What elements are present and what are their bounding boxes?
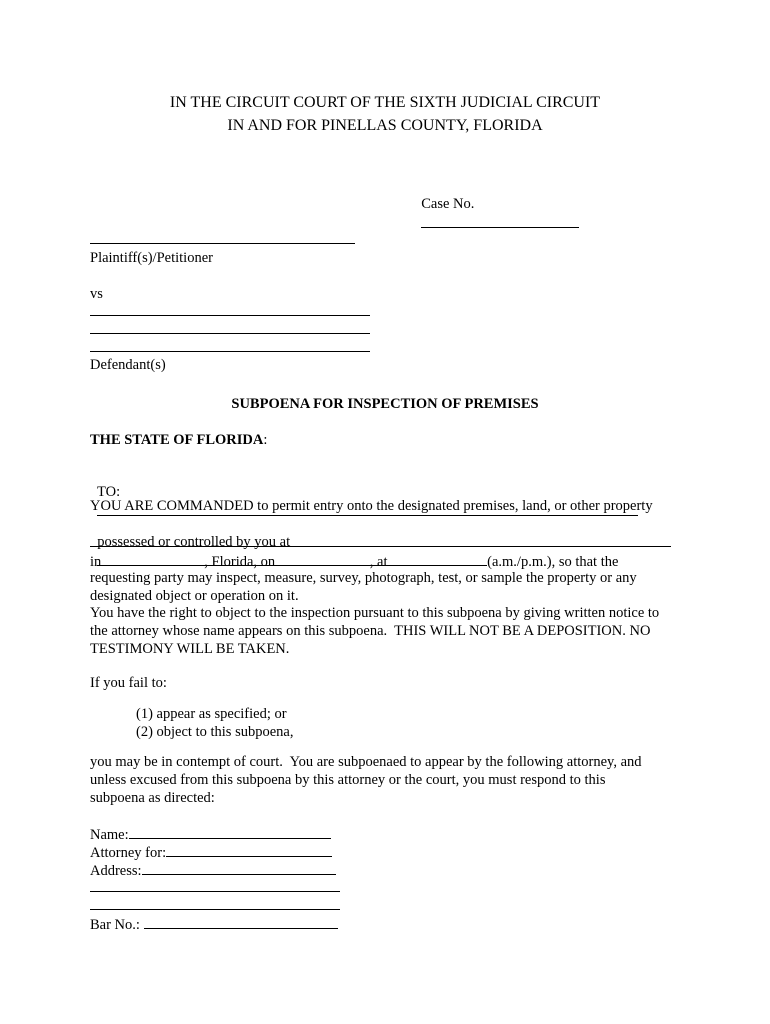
document-title: SUBPOENA FOR INSPECTION OF PREMISES bbox=[231, 396, 539, 412]
attorney-name-blank[interactable] bbox=[129, 824, 331, 839]
case-no-blank[interactable] bbox=[421, 213, 579, 228]
attorney-for-label: Attorney for: bbox=[90, 845, 167, 861]
if-fail-label: If you fail to: bbox=[90, 675, 167, 691]
attorney-address-label: Address: bbox=[90, 863, 142, 879]
court-name-line-1: IN THE CIRCUIT COURT OF THE SIXTH JUDICIAL CIRCUIT bbox=[169, 94, 601, 111]
condition-2: (2) object to this subpoena, bbox=[136, 724, 294, 740]
attorney-name-label: Name: bbox=[90, 827, 129, 843]
to-label: TO: bbox=[97, 484, 121, 500]
attorney-address-field[interactable] bbox=[90, 860, 336, 880]
defendant-blank-2[interactable] bbox=[90, 333, 370, 334]
attorney-for-field[interactable] bbox=[90, 842, 332, 862]
contempt-line-1: you may be in contempt of court. You are subpoenaed to appear by the following attorney, and bbox=[90, 754, 642, 770]
bar-no-label: Bar No.: bbox=[90, 917, 140, 933]
in-label: in bbox=[90, 554, 102, 570]
florida-on-label: , Florida, on bbox=[204, 554, 276, 570]
bar-no-field[interactable] bbox=[90, 914, 338, 934]
condition-1: (1) appear as specified; or bbox=[136, 706, 287, 722]
command-line-1: YOU ARE COMMANDED to permit entry onto the designated premises, land, or other property bbox=[90, 498, 653, 514]
bar-no-blank[interactable] bbox=[144, 914, 338, 929]
command-line-5: designated object or operation on it. bbox=[90, 588, 299, 604]
defendant-label: Defendant(s) bbox=[90, 357, 166, 373]
state-label: THE STATE OF FLORIDA bbox=[90, 432, 264, 448]
object-notice-line-3: TESTIMONY WILL BE TAKEN. bbox=[90, 641, 290, 657]
ampm-label: (a.m./p.m.), so that the bbox=[487, 554, 619, 570]
attorney-name-field[interactable] bbox=[90, 824, 331, 844]
contempt-line-2: unless excused from this subpoena by this attorney or the court, you must respond to this bbox=[90, 772, 606, 788]
object-notice-line-2: the attorney whose name appears on this subpoena. THIS WILL NOT BE A DEPOSITION. NO bbox=[90, 623, 651, 639]
attorney-address-blank[interactable] bbox=[142, 860, 336, 875]
defendant-blank-1[interactable] bbox=[90, 315, 370, 316]
object-notice-line-1: You have the right to object to the inspection pursuant to this subpoena by giving written notice to bbox=[90, 605, 660, 621]
state-of-florida-line bbox=[90, 431, 267, 449]
attorney-address-blank-2[interactable] bbox=[90, 891, 340, 892]
court-name-line-2: IN AND FOR PINELLAS COUNTY, FLORIDA bbox=[227, 117, 543, 134]
command-line-3 bbox=[90, 551, 618, 571]
case-no-field[interactable] bbox=[414, 177, 579, 233]
county-blank[interactable] bbox=[101, 551, 204, 566]
case-no-label: Case No. bbox=[421, 196, 475, 212]
contempt-line-3: subpoena as directed: bbox=[90, 790, 215, 806]
time-blank[interactable] bbox=[391, 551, 487, 566]
state-colon: : bbox=[263, 432, 268, 448]
at-label: , at bbox=[369, 554, 388, 570]
attorney-address-blank-3[interactable] bbox=[90, 909, 340, 910]
command-line-2-text: possessed or controlled by you at bbox=[97, 534, 291, 550]
vs-label: vs bbox=[90, 286, 103, 302]
date-blank[interactable] bbox=[279, 551, 370, 566]
plaintiff-blank[interactable] bbox=[90, 243, 355, 244]
defendant-blank-3[interactable] bbox=[90, 351, 370, 352]
plaintiff-label: Plaintiff(s)/Petitioner bbox=[90, 250, 213, 266]
command-line-4: requesting party may inspect, measure, survey, photograph, test, or sample the property or any bbox=[90, 570, 637, 586]
premises-location-blank-2[interactable] bbox=[90, 546, 671, 547]
attorney-for-blank[interactable] bbox=[166, 842, 332, 857]
